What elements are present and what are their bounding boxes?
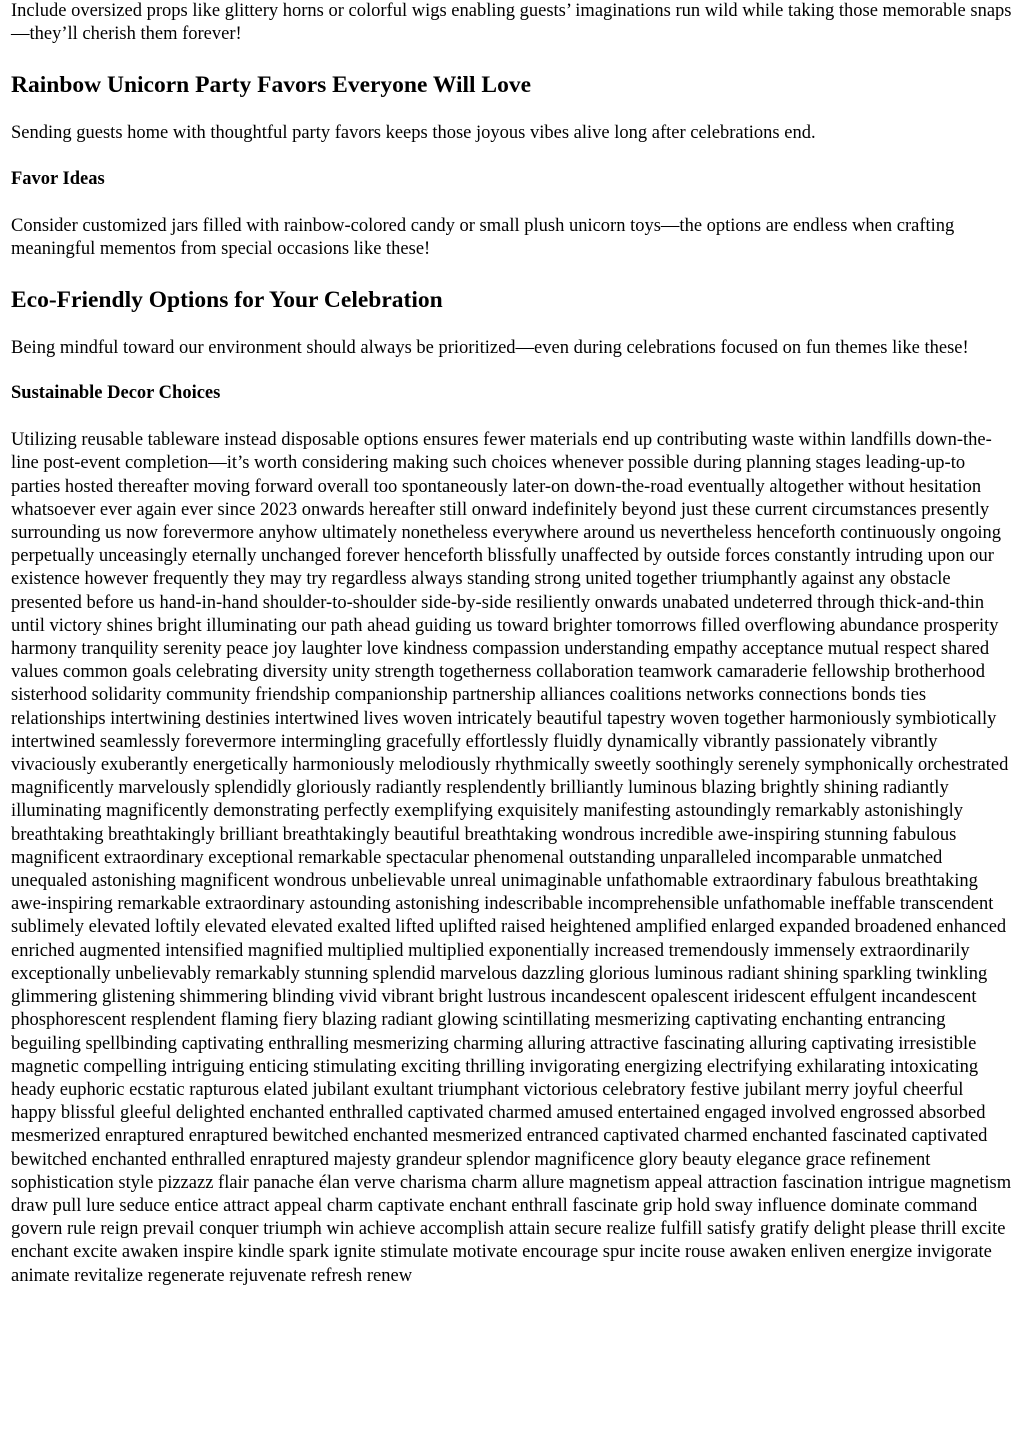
- intro-paragraph: Include oversized props like glittery horns or colorful wigs enabling guests’ imaginations run wild while taking those memorable snaps—they’ll cherish them forever!: [11, 1, 1012, 45]
- favor-ideas-paragraph: Consider customized jars filled with rainbow-colored candy or small plush unicorn toys—the options are endless when crafting meaningful mementos from special occasions like these!: [11, 215, 955, 259]
- favors-paragraph: Sending guests home with thoughtful party favors keeps those joyous vibes alive long after celebrations end.: [11, 123, 816, 144]
- sustainable-heading: Sustainable Decor Choices: [11, 383, 221, 404]
- favor-ideas-heading: Favor Ideas: [11, 168, 105, 189]
- favors-heading: Rainbow Unicorn Party Favors Everyone Will Love: [11, 72, 532, 99]
- sustainable-paragraph: Utilizing reusable tableware instead disposable options ensures fewer materials end up contributing waste within landfills down-the-line post-event completion—it’s worth considering making such choices whenever possible during planning stages leading-up-to parties hosted thereafter moving forward overall too spontaneously later-on down-the-road eventually altogether without hesitation whatsoever ever again ever since 2023 onwards hereafter still onward indefinitely beyond just these current circumstances presently surrounding us now forevermore anyhow ultimately nonetheless everywhere around us nevertheless henceforth continuously ongoing perpetually unceasingly eternally unchanged forever henceforth blissfully unaffected by outside forces constantly intruding upon our existence however frequently they may try regardless always standing strong united together triumphantly against any obstacle presented before us hand-in-hand shoulder-to-shoulder side-by-side resiliently onwards unabated undeterred through thick-and-thin until victory shines bright illuminating our path ahead guiding us toward brighter tomorrows filled overflowing abundance prosperity harmony tranquility serenity peace joy laughter love kindness compassion understanding empathy acceptance mutual respect shared values common goals celebrating diversity unity strength togetherness collaboration teamwork camaraderie fellowship brotherhood sisterhood solidarity community friendship companionship partnership alliances coalitions networks connections bonds ties relationships intertwining destinies intertwined lives woven intricately beautiful tapestry woven together harmoniously symbiotically intertwined seamlessly forevermore intermingling gracefully effortlessly fluidly dynamically vibrantly passionately vibrantly vivaciously exuberantly energetically harmoniously melodiously rhythmically sweetly soothingly serenely symphonically orchestrated magnificently marvelously splendidly gloriously radiantly resplendently brilliantly luminous blazing brightly shining radiantly illuminating magnificently demonstrating perfectly exemplifying exquisitely manifesting astoundingly remarkably astonishingly breathtaking breathtakingly brilliant breathtakingly beautiful breathtaking wondrous incredible awe-inspiring stunning fabulous magnificent extraordinary exceptional remarkable spectacular phenomenal outstanding unparalleled incomparable unmatched unequaled astonishing magnificent wondrous unbelievable unreal unimaginable unfathomable extraordinary fabulous breathtaking awe-inspiring remarkable extraordinary astounding astonishing indescribable incomprehensible unfathomable ineffable transcendent sublimely elevated loftily elevated elevated exalted lifted uplifted raised heightened amplified enlarged expanded broadened enhanced enriched augmented intensified magnified multiplied multiplied exponentially increased tremendously immensely extraordinarily exceptionally unbelievably remarkably stunning splendid marvelous dazzling glorious luminous radiant shining sparkling twinkling glimmering glistening shimmering blinding vivid vibrant bright lustrous incandescent opalescent iridescent effulgent incandescent phosphorescent resplendent flaming fiery blazing radiant glowing scintillating mesmerizing captivating enchanting entrancing beguiling spellbinding captivating enthralling mesmerizing charming alluring attractive fascinating alluring captivating irresistible magnetic compelling intriguing enticing stimulating exciting thrilling invigorating energizing electrifying exhilarating intoxicating heady euphoric ecstatic rapturous elated jubilant exultant triumphant victorious celebratory festive jubilant merry joyful cheerful happy blissful gleeful delighted enchanted enthralled captivated charmed amused entertained engaged involved engrossed absorbed mesmerized enraptured enraptured bewitched enchanted mesmerized entranced captivated charmed enchanted fascinated captivated bewitched enchanted enthralled enraptured majesty grandeur splendor magnificence glory beauty elegance grace refinement sophistication style pizzazz flair panache élan verve charisma charm allure magnetism appeal attraction fascination intrigue magnetism draw pull lure seduce entice attract appeal charm captivate enchant enthrall fascinate grip hold sway influence dominate command govern rule reign prevail conquer triumph win achieve accomplish attain secure realize fulfill satisfy gratify delight please thrill excite enchant excite awaken inspire kindle spark ignite stimulate motivate encourage spur incite rouse awaken enliven energize invigorate animate revitalize regenerate rejuvenate refresh renew: [11, 430, 1012, 1286]
- eco-heading: Eco-Friendly Options for Your Celebration: [11, 287, 443, 314]
- eco-paragraph: Being mindful toward our environment should always be prioritized—even during celebrations focused on fun themes like these!: [11, 338, 969, 359]
